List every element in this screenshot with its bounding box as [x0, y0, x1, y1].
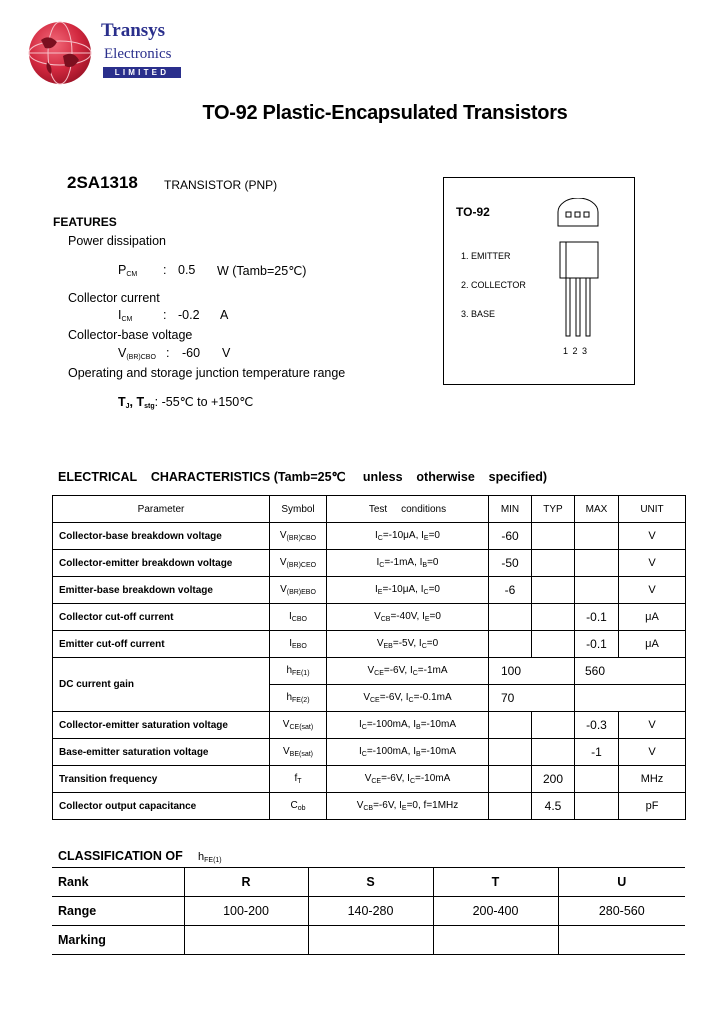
- feature-vcbo-symbol: $V_{(BR)CBO}$: [118, 346, 156, 361]
- pin-numbers: 1 2 3: [563, 346, 588, 356]
- logo-globe-icon: [27, 20, 93, 86]
- table-row: [53, 523, 686, 550]
- dc-gain-param: DC current gain: [53, 658, 270, 712]
- rank-row: [52, 868, 685, 897]
- row-param: Collector-base breakdown voltage: [53, 523, 270, 550]
- row-min: -50: [489, 550, 532, 577]
- rank-u: U: [558, 868, 685, 897]
- range-label: Range: [52, 897, 184, 926]
- table-row: [53, 658, 686, 685]
- pin-label-base: 3. BASE: [461, 309, 496, 319]
- row-symbol: $I_{CBO}$: [270, 604, 327, 631]
- classification-heading: CLASSIFICATION OF: [58, 849, 183, 863]
- row-unit: V: [619, 739, 686, 766]
- ec-heading: ELECTRICAL CHARACTERISTICS (Tamb=25℃ unless otherwise specified): [58, 470, 548, 484]
- table-row: [53, 766, 686, 793]
- row-min: [489, 604, 532, 631]
- row-typ: [532, 604, 575, 631]
- row-symbol: $V_{(BR)CEO}$: [270, 550, 327, 577]
- part-number: 2SA1318: [67, 173, 138, 192]
- marking-label: Marking: [52, 926, 184, 955]
- dc-gain-min-2: 70: [489, 685, 575, 712]
- row-typ: [532, 739, 575, 766]
- row-conditions: $V_{CB}=-40V$, $I_E=0$: [327, 604, 489, 631]
- classification-symbol: $h_{FE(1)}$: [198, 851, 222, 864]
- logo-text-electronics: Electronics: [104, 46, 172, 62]
- feature-icm-colon: :: [163, 308, 167, 322]
- header-max: MAX: [575, 496, 619, 523]
- row-symbol: $V_{(BR)EBO}$: [270, 577, 327, 604]
- row-typ: [532, 712, 575, 739]
- rank-s: S: [308, 868, 433, 897]
- marking-s: [308, 926, 433, 955]
- dc-gain-max-1: 560: [575, 658, 686, 685]
- dc-gain-symbol-1: $h_{FE(1)}$: [270, 658, 327, 685]
- row-conditions: $V_{CB}=-6V$, $I_E=0$, f=1MHz: [327, 793, 489, 820]
- row-max: -0.1: [575, 604, 619, 631]
- marking-t: [433, 926, 558, 955]
- table-row: [53, 604, 686, 631]
- feature-vcbo-unit: V: [222, 346, 231, 360]
- feature-voltage-label: Collector-base voltage: [68, 328, 193, 342]
- marking-u: [558, 926, 685, 955]
- row-typ: 200: [532, 766, 575, 793]
- feature-pcm-colon: :: [163, 263, 167, 277]
- table-header-row: [53, 496, 686, 523]
- header-min: MIN: [489, 496, 532, 523]
- row-conditions: $I_C=-100mA$, $I_B=-10mA$: [327, 712, 489, 739]
- range-t: 200-400: [433, 897, 558, 926]
- row-symbol: $f_T$: [270, 766, 327, 793]
- pin-label-collector: 2. COLLECTOR: [461, 280, 526, 290]
- row-conditions: $I_C=-100mA$, $I_B=-10mA$: [327, 739, 489, 766]
- row-symbol: $I_{EBO}$: [270, 631, 327, 658]
- row-max: [575, 550, 619, 577]
- range-r: 100-200: [184, 897, 308, 926]
- feature-temp-range: $T_J$, $T_{stg}$: -55℃ to +150℃: [118, 395, 254, 410]
- row-min: [489, 712, 532, 739]
- logo-text-limited: LIMITED: [103, 67, 181, 78]
- row-unit: V: [619, 550, 686, 577]
- electrical-characteristics-table: [52, 495, 686, 820]
- row-unit: V: [619, 523, 686, 550]
- row-typ: [532, 550, 575, 577]
- table-row: [53, 739, 686, 766]
- header-parameter: Parameter: [53, 496, 270, 523]
- row-conditions: $I_E=-10\mu A$, $I_C=0$: [327, 577, 489, 604]
- rank-label: Rank: [52, 868, 184, 897]
- row-unit: pF: [619, 793, 686, 820]
- header-conditions: Test conditions: [327, 496, 489, 523]
- to92-package-drawing: [552, 198, 604, 340]
- feature-pcm-value: 0.5: [178, 263, 196, 277]
- row-min: [489, 766, 532, 793]
- header-symbol: Symbol: [270, 496, 327, 523]
- part-description: TRANSISTOR (PNP): [164, 178, 278, 192]
- row-param: Collector cut-off current: [53, 604, 270, 631]
- feature-temp-label: Operating and storage junction temperature range: [68, 366, 346, 380]
- row-max: [575, 577, 619, 604]
- pin-label-emitter: 1. EMITTER: [461, 251, 511, 261]
- table-row: [53, 550, 686, 577]
- row-unit: μA: [619, 631, 686, 658]
- header-unit: UNIT: [619, 496, 686, 523]
- row-min: [489, 793, 532, 820]
- dc-gain-min-1: 100: [489, 658, 575, 685]
- row-symbol: $V_{BE(sat)}$: [270, 739, 327, 766]
- row-conditions: $V_{EB}=-5V$, $I_C=0$: [327, 631, 489, 658]
- row-max: -0.3: [575, 712, 619, 739]
- row-typ: 4.5: [532, 793, 575, 820]
- marking-r: [184, 926, 308, 955]
- row-conditions: $I_C=-10\mu A$, $I_E=0$: [327, 523, 489, 550]
- row-unit: V: [619, 712, 686, 739]
- row-symbol: $V_{CE(sat)}$: [270, 712, 327, 739]
- feature-vcbo-value: -60: [182, 346, 201, 360]
- row-typ: [532, 523, 575, 550]
- feature-pcm-unit: W (Tamb=25℃): [217, 264, 307, 278]
- row-symbol: $V_{(BR)CBO}$: [270, 523, 327, 550]
- features-heading: FEATURES: [53, 215, 117, 229]
- dc-gain-symbol-2: $h_{FE(2)}$: [270, 685, 327, 712]
- row-max: [575, 523, 619, 550]
- row-min: -60: [489, 523, 532, 550]
- package-name: TO-92: [456, 205, 490, 219]
- feature-current-label: Collector current: [68, 291, 160, 305]
- table-row: [53, 631, 686, 658]
- feature-icm-unit: A: [220, 308, 229, 322]
- row-symbol: $C_{ob}$: [270, 793, 327, 820]
- row-min: [489, 739, 532, 766]
- row-conditions: $V_{CE}=-6V$, $I_C=-10mA$: [327, 766, 489, 793]
- row-param: Transition frequency: [53, 766, 270, 793]
- row-typ: [532, 577, 575, 604]
- row-typ: [532, 631, 575, 658]
- page-title: TO-92 Plastic-Encapsulated Transistors: [202, 102, 568, 124]
- row-min: [489, 631, 532, 658]
- row-unit: MHz: [619, 766, 686, 793]
- classification-table: [52, 867, 685, 955]
- row-param: Base-emitter saturation voltage: [53, 739, 270, 766]
- row-unit: V: [619, 577, 686, 604]
- logo-text-transys: Transys: [101, 20, 166, 41]
- dc-gain-max-2: [575, 685, 686, 712]
- row-min: -6: [489, 577, 532, 604]
- marking-row: [52, 926, 685, 955]
- row-param: Collector-emitter saturation voltage: [53, 712, 270, 739]
- row-param: Collector output capacitance: [53, 793, 270, 820]
- row-param: Collector-emitter breakdown voltage: [53, 550, 270, 577]
- rank-t: T: [433, 868, 558, 897]
- table-row: [53, 712, 686, 739]
- table-row: [53, 577, 686, 604]
- row-max: [575, 793, 619, 820]
- row-conditions: $I_C=-1mA$, $I_B=0$: [327, 550, 489, 577]
- header-typ: TYP: [532, 496, 575, 523]
- row-param: Emitter cut-off current: [53, 631, 270, 658]
- range-s: 140-280: [308, 897, 433, 926]
- rank-r: R: [184, 868, 308, 897]
- range-u: 280-560: [558, 897, 685, 926]
- row-max: -1: [575, 739, 619, 766]
- row-max: -0.1: [575, 631, 619, 658]
- dc-gain-cond-2: $V_{CE}=-6V$, $I_C=-0.1mA$: [327, 685, 489, 712]
- table-row: [53, 793, 686, 820]
- feature-vcbo-colon: :: [166, 346, 170, 360]
- feature-icm-symbol: $I_{CM}$: [118, 308, 133, 323]
- row-param: Emitter-base breakdown voltage: [53, 577, 270, 604]
- feature-pcm-symbol: $P_{CM}$: [118, 263, 138, 278]
- feature-icm-value: -0.2: [178, 308, 200, 322]
- range-row: [52, 897, 685, 926]
- feature-power-label: Power dissipation: [68, 234, 166, 248]
- row-unit: μA: [619, 604, 686, 631]
- dc-gain-cond-1: $V_{CE}=-6V$, $I_C=-1mA$: [327, 658, 489, 685]
- row-max: [575, 766, 619, 793]
